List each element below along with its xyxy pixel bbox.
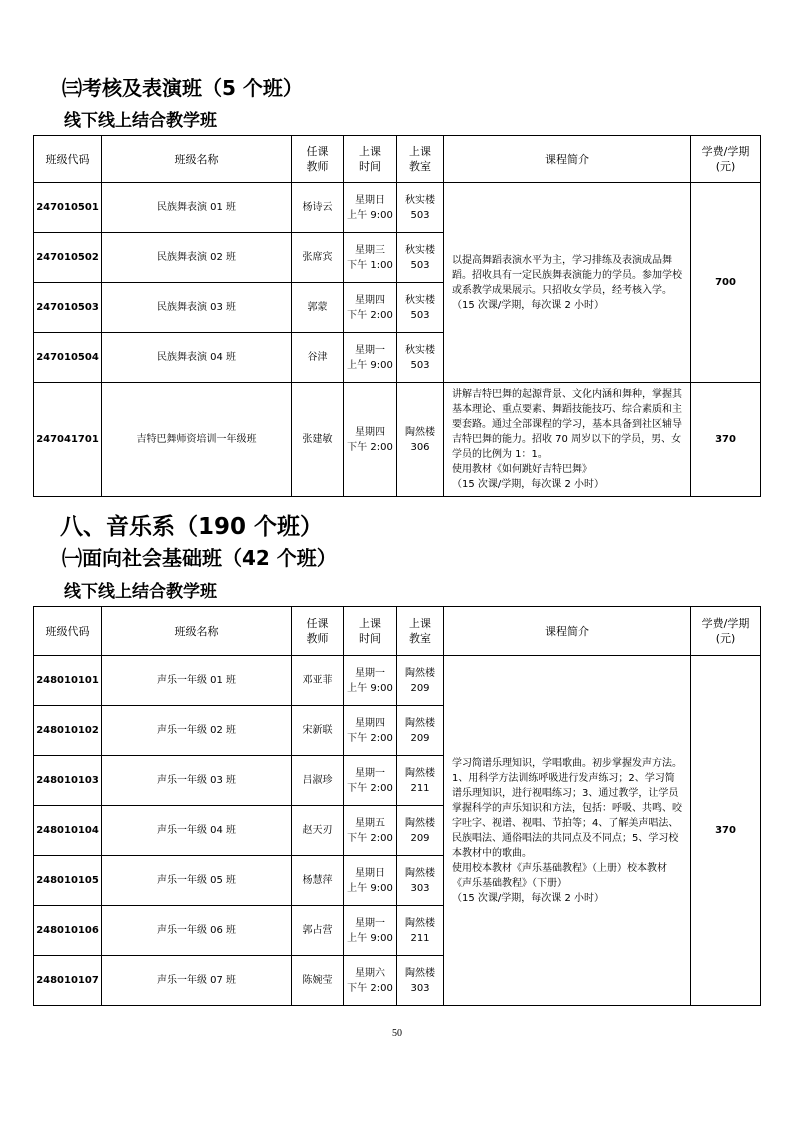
col-header-name: 班级名称 <box>102 136 292 183</box>
col-header-fee: 学费/学期 (元) <box>691 136 761 183</box>
teacher-name: 陈婉莹 <box>292 956 344 1006</box>
class-time: 星期三 下午 1:00 <box>344 233 397 283</box>
teacher-name: 邓亚菲 <box>292 656 344 706</box>
classroom: 陶然楼 211 <box>397 756 444 806</box>
class-code: 247041701 <box>34 383 102 497</box>
course-description: 讲解吉特巴舞的起源背景、文化内涵和舞种，掌握其基本理论、重点要素、舞蹈技能技巧、综合素质和主要套路。通过全部课程的学习，基本具备到社区辅导吉特巴舞的能力。招收 70 周岁以下的学员，男、女学员的比例为 1：1。 使用教材《如何跳好吉特巴舞》 （15 次课/学期，每次课 2 小时） <box>444 383 691 497</box>
class-code: 247010503 <box>34 283 102 333</box>
teacher-name: 张席宾 <box>292 233 344 283</box>
col-header-room: 上课 教室 <box>397 607 444 656</box>
tuition-fee: 370 <box>691 656 761 1006</box>
classroom: 秋实楼 503 <box>397 183 444 233</box>
department-heading-music: 八、音乐系（190 个班） <box>60 514 324 540</box>
table-row <box>34 383 761 497</box>
class-time: 星期日 上午 9:00 <box>344 183 397 233</box>
teacher-name: 杨诗云 <box>292 183 344 233</box>
class-time: 星期四 下午 2:00 <box>344 383 397 497</box>
course-table-music <box>33 606 761 1006</box>
class-name: 声乐一年级 05 班 <box>102 856 292 906</box>
teacher-name: 张建敏 <box>292 383 344 497</box>
tuition-fee: 700 <box>691 183 761 383</box>
class-time: 星期一 下午 2:00 <box>344 756 397 806</box>
teaching-mode-label: 线下线上结合教学班 <box>64 111 217 131</box>
class-time: 星期一 上午 9:00 <box>344 656 397 706</box>
col-header-name: 班级名称 <box>102 607 292 656</box>
class-time: 星期四 下午 2:00 <box>344 706 397 756</box>
class-name: 民族舞表演 04 班 <box>102 333 292 383</box>
section-heading-basic: ㈠面向社会基础班（42 个班） <box>62 546 337 570</box>
col-header-fee: 学费/学期 (元) <box>691 607 761 656</box>
col-header-code: 班级代码 <box>34 136 102 183</box>
col-header-description: 课程简介 <box>444 607 691 656</box>
class-time: 星期日 上午 9:00 <box>344 856 397 906</box>
class-name: 声乐一年级 04 班 <box>102 806 292 856</box>
class-name: 声乐一年级 03 班 <box>102 756 292 806</box>
class-time: 星期六 下午 2:00 <box>344 956 397 1006</box>
course-description: 学习简谱乐理知识，学唱歌曲。初步掌握发声方法。1、用科学方法训练呼吸进行发声练习；2、学习简谱乐理知识，进行视唱练习；3、通过教学，让学员掌握科学的声乐知识和方法，包括：呼吸、共鸣、咬字吐字、视谱、视唱、节拍等；4、了解美声唱法、民族唱法、通俗唱法的共同点及不同点；5、学习校本教材中的歌曲。 使用校本教材《声乐基础教程》（上册）校本教材《声乐基础教程》（下册） （15 次课/学期，每次课 2 小时） <box>444 656 691 1006</box>
classroom: 陶然楼 303 <box>397 956 444 1006</box>
table-row <box>34 183 761 233</box>
teacher-name: 杨慧萍 <box>292 856 344 906</box>
col-header-time: 上课 时间 <box>344 136 397 183</box>
class-name: 声乐一年级 02 班 <box>102 706 292 756</box>
class-code: 248010103 <box>34 756 102 806</box>
table-row <box>34 656 761 706</box>
class-name: 声乐一年级 07 班 <box>102 956 292 1006</box>
classroom: 陶然楼 306 <box>397 383 444 497</box>
classroom: 陶然楼 209 <box>397 656 444 706</box>
teacher-name: 郭占营 <box>292 906 344 956</box>
col-header-room: 上课 教室 <box>397 136 444 183</box>
class-code: 248010106 <box>34 906 102 956</box>
teaching-mode-label: 线下线上结合教学班 <box>64 582 217 602</box>
classroom: 秋实楼 503 <box>397 233 444 283</box>
classroom: 陶然楼 303 <box>397 856 444 906</box>
col-header-teacher: 任课 教师 <box>292 607 344 656</box>
class-name: 民族舞表演 02 班 <box>102 233 292 283</box>
class-code: 248010105 <box>34 856 102 906</box>
col-header-description: 课程简介 <box>444 136 691 183</box>
class-code: 248010104 <box>34 806 102 856</box>
class-code: 248010101 <box>34 656 102 706</box>
classroom: 陶然楼 211 <box>397 906 444 956</box>
class-name: 声乐一年级 01 班 <box>102 656 292 706</box>
page-number: 50 <box>392 1028 402 1039</box>
teacher-name: 谷津 <box>292 333 344 383</box>
classroom: 秋实楼 503 <box>397 283 444 333</box>
col-header-time: 上课 时间 <box>344 607 397 656</box>
class-code: 247010504 <box>34 333 102 383</box>
tuition-fee: 370 <box>691 383 761 497</box>
class-code: 248010107 <box>34 956 102 1006</box>
teacher-name: 吕淑珍 <box>292 756 344 806</box>
class-name: 民族舞表演 03 班 <box>102 283 292 333</box>
teacher-name: 郭蒙 <box>292 283 344 333</box>
section-heading-assessment: ㈢考核及表演班（5 个班） <box>62 76 303 100</box>
col-header-teacher: 任课 教师 <box>292 136 344 183</box>
classroom: 秋实楼 503 <box>397 333 444 383</box>
class-time: 星期五 下午 2:00 <box>344 806 397 856</box>
course-description: 以提高舞蹈表演水平为主，学习排练及表演成品舞蹈。招收具有一定民族舞表演能力的学员。参加学校或系教学成果展示。只招收女学员，经考核入学。 （15 次课/学期，每次课 2 小时） <box>444 183 691 383</box>
classroom: 陶然楼 209 <box>397 806 444 856</box>
col-header-code: 班级代码 <box>34 607 102 656</box>
classroom: 陶然楼 209 <box>397 706 444 756</box>
class-name: 声乐一年级 06 班 <box>102 906 292 956</box>
teacher-name: 宋新联 <box>292 706 344 756</box>
course-table-dance <box>33 135 761 497</box>
table-header-row <box>34 607 761 656</box>
class-time: 星期一 上午 9:00 <box>344 906 397 956</box>
class-name: 民族舞表演 01 班 <box>102 183 292 233</box>
class-code: 247010502 <box>34 233 102 283</box>
teacher-name: 赵天刃 <box>292 806 344 856</box>
class-code: 247010501 <box>34 183 102 233</box>
class-name: 吉特巴舞师资培训一年级班 <box>102 383 292 497</box>
class-code: 248010102 <box>34 706 102 756</box>
table-header-row <box>34 136 761 183</box>
class-time: 星期一 上午 9:00 <box>344 333 397 383</box>
class-time: 星期四 下午 2:00 <box>344 283 397 333</box>
